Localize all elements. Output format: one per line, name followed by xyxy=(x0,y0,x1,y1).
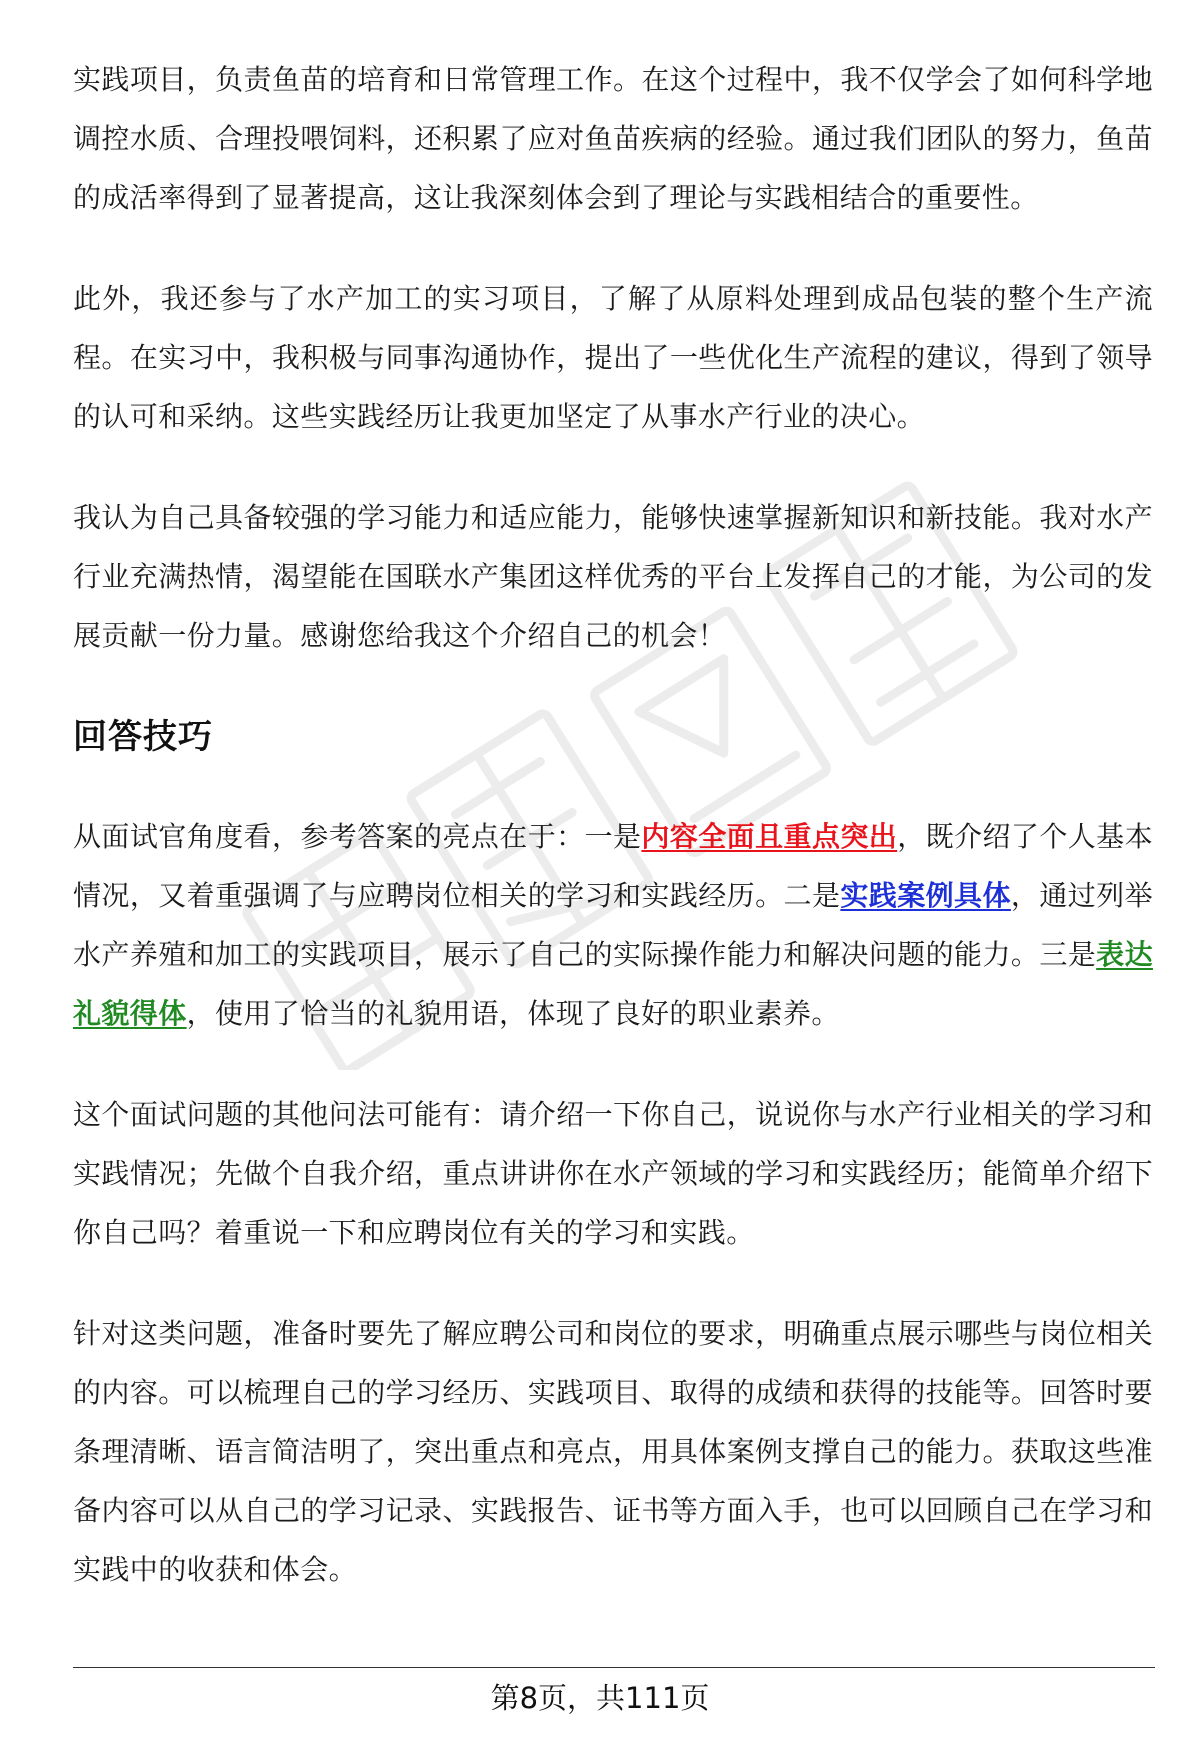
footer-divider xyxy=(73,1667,1155,1668)
tips-paragraph xyxy=(73,807,1153,1043)
tips-text-4: ，使用了恰当的礼貌用语，体现了良好的职业素养。 xyxy=(186,997,840,1030)
alternate-questions-paragraph: 这个面试问题的其他问法可能有：请介绍一下你自己，说说你与水产行业相关的学习和实践情况；先做个自我介绍，重点讲讲你在水产领域的学习和实践经历；能简单介绍下你自己吗？着重说一下和应聘岗位有关的学习和实践。 xyxy=(73,1098,1153,1249)
highlight-green: 表达礼貌得体 xyxy=(73,938,1153,1030)
tips-text-3: ，通过列举水产养殖和加工的实践项目，展示了自己的实际操作能力和解决问题的能力。三是 xyxy=(73,879,1153,971)
body-paragraph-2: 此外，我还参与了水产加工的实习项目，了解了从原料处理到成品包装的整个生产流程。在实习中，我积极与同事沟通协作，提出了一些优化生产流程的建议，得到了领导的认可和采纳。这些实践经历让我更加坚定了从事水产行业的决心。 xyxy=(73,282,1153,433)
page-content xyxy=(73,50,1153,1641)
highlight-blue: 实践案例具体 xyxy=(840,879,1011,912)
body-paragraph-3: 我认为自己具备较强的学习能力和适应能力，能够快速掌握新知识和新技能。我对水产行业充满热情，渴望能在国联水产集团这样优秀的平台上发挥自己的才能，为公司的发展贡献一份力量。感谢您给我这个介绍自己的机会！ xyxy=(73,501,1153,652)
tips-text-2: ，既介绍了个人基本情况，又着重强调了与应聘岗位相关的学习和实践经历。二是 xyxy=(73,820,1153,912)
section-heading-answer-tips: 回答技巧 xyxy=(73,717,213,757)
tips-text-1: 从面试官角度看，参考答案的亮点在于：一是 xyxy=(73,820,642,853)
preparation-advice-paragraph: 针对这类问题，准备时要先了解应聘公司和岗位的要求，明确重点展示哪些与岗位相关的内容。可以梳理自己的学习经历、实践项目、取得的成绩和获得的技能等。回答时要条理清晰、语言简洁明了，突出重点和亮点，用具体案例支撑自己的能力。获取这些准备内容可以从自己的学习记录、实践报告、证书等方面入手，也可以回顾自己在学习和实践中的收获和体会。 xyxy=(73,1317,1153,1586)
page-number: 第8页，共111页 xyxy=(490,1681,710,1715)
highlight-red: 内容全面且重点突出 xyxy=(641,820,898,853)
body-paragraph-1: 实践项目，负责鱼苗的培育和日常管理工作。在这个过程中，我不仅学会了如何科学地调控水质、合理投喂饲料，还积累了应对鱼苗疾病的经验。通过我们团队的努力，鱼苗的成活率得到了显著提高，这让我深刻体会到了理论与实践相结合的重要性。 xyxy=(73,63,1153,214)
